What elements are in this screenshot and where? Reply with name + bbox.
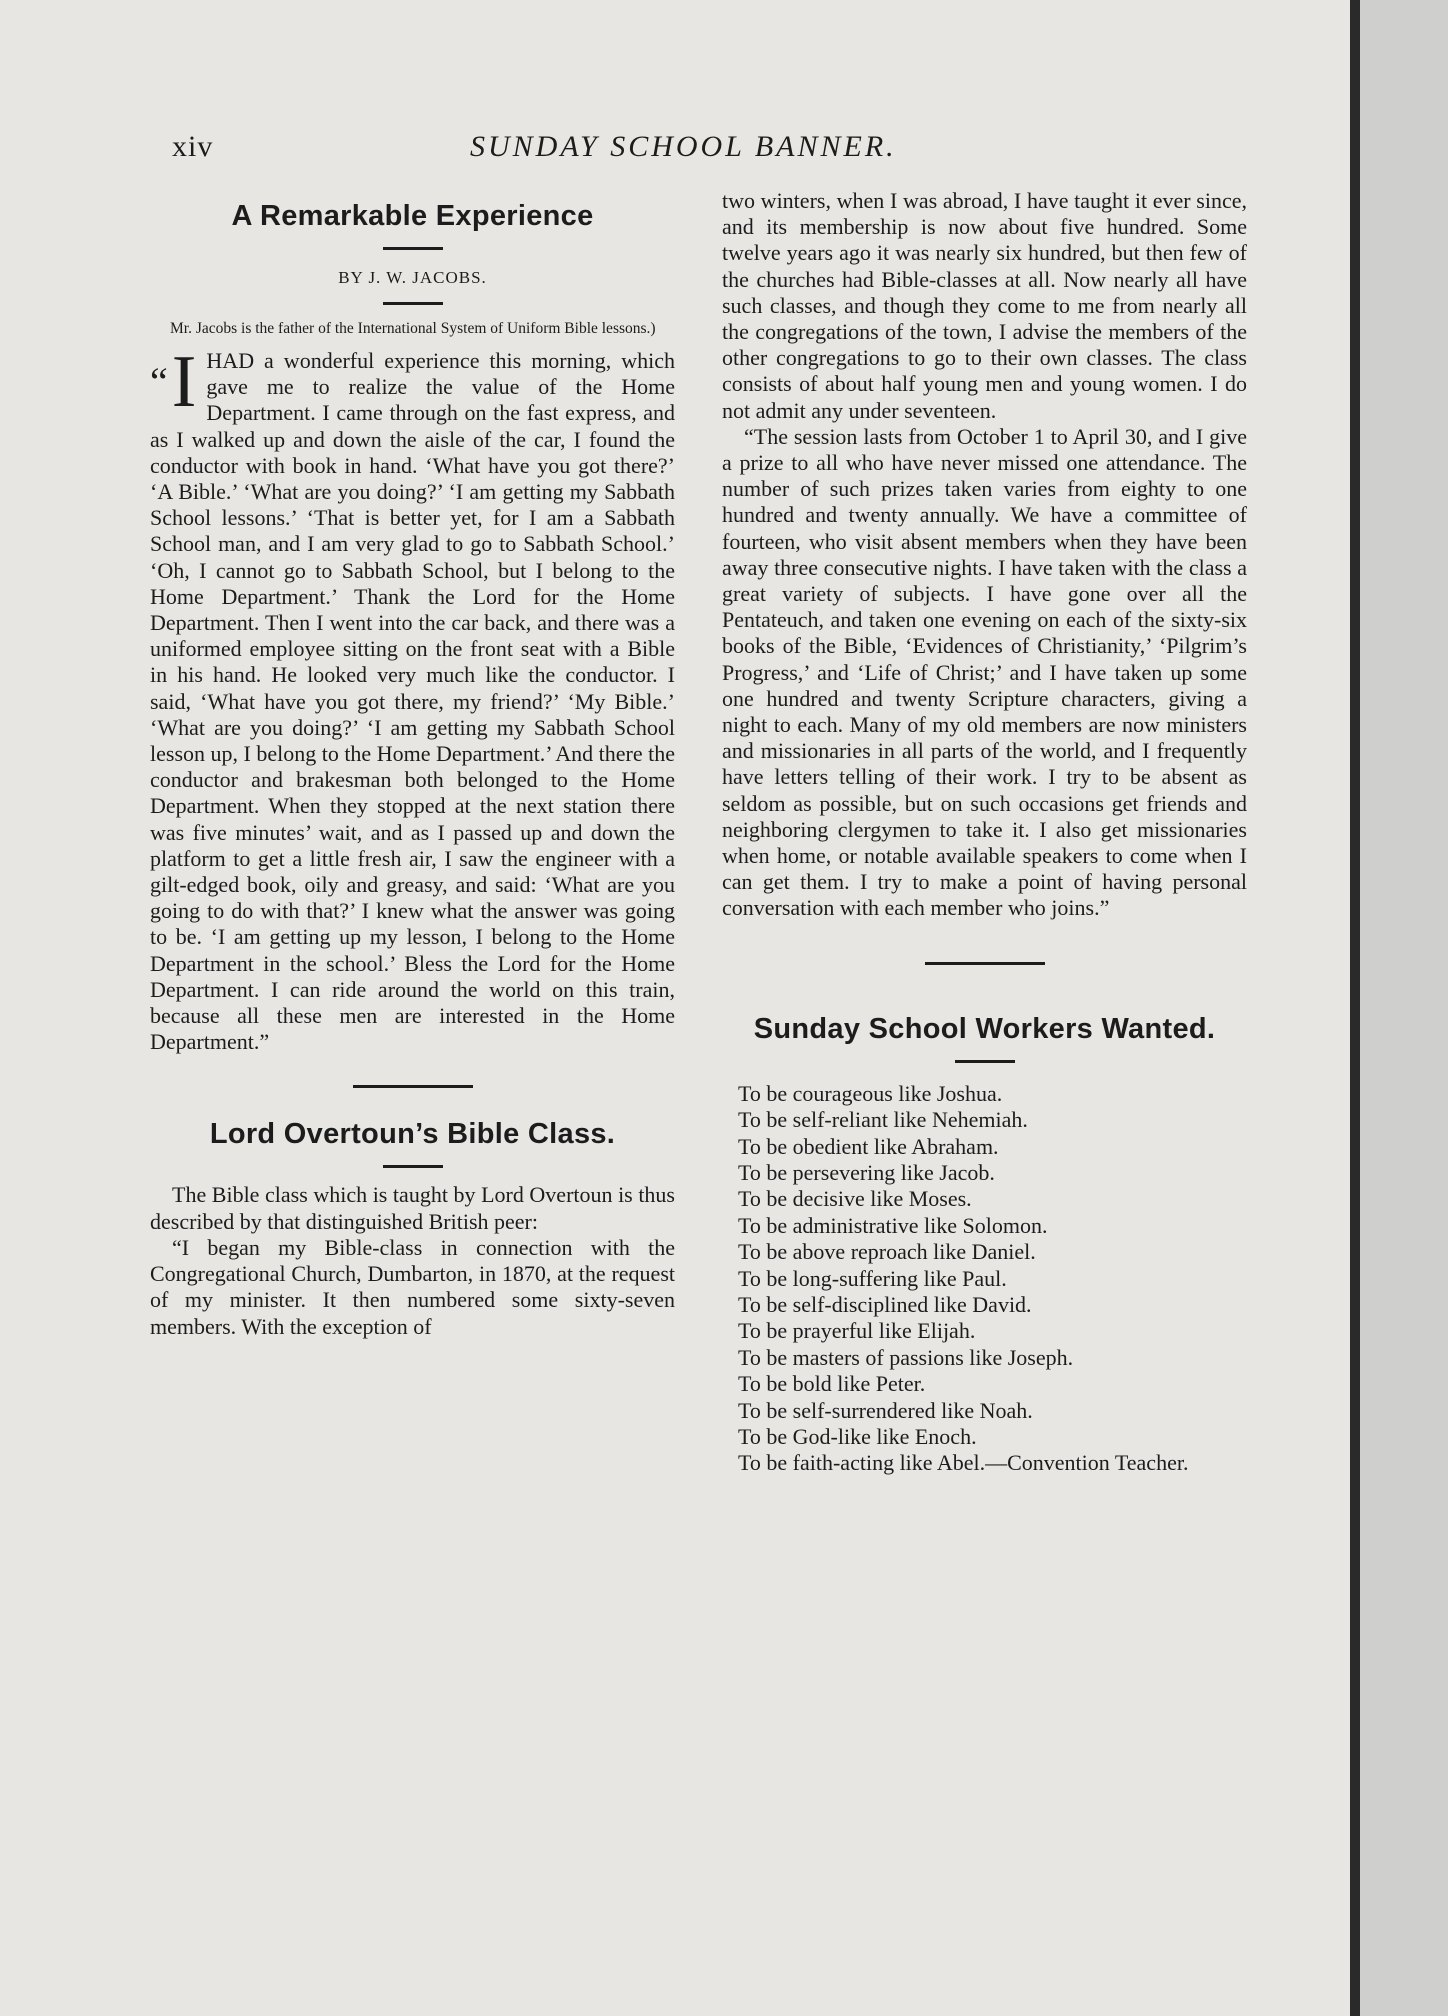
article-paragraph: The Bible class which is taught by Lord Overtoun is thus described by that distinguished British peer:	[150, 1182, 675, 1234]
list-item: To be decisive like Moses.	[738, 1186, 972, 1212]
list-item: To be masters of passions like Joseph.	[738, 1344, 1074, 1370]
section-divider	[353, 1085, 473, 1088]
list-item: To be administrative like Solomon.	[738, 1212, 1048, 1238]
article-paragraph: “The session lasts from October 1 to April 30, and I give a prize to all who have never missed one attendance. The number of such prizes taken varies from eighty to one hundred and twenty annually. We have a committee of fourteen, who visit absent members when they have been away three consecutive nights. I have taken with the class a great variety of subjects. I have gone over all the Pentateuch, and taken one evening on each of the sixty-six books of the Bible, ‘Evidences of Christianity,’ ‘Pilgrim’s Progress,’ and ‘Life of Christ;’ and I have taken up some one hundred and twenty Scripture characters, giving a night to each. Many of my old members are now ministers and missionaries in all parts of the world, and I frequently have letters telling of their work. I try to be absent as seldom as possible, but on such occasions get friends and neighboring clergymen to take it. I also get missionaries when home, or notable available speakers to come when I can get them. I try to make a point of having personal conversation with each member who joins.”	[722, 423, 1247, 921]
editor-note: Mr. Jacobs is the father of the International System of Uniform Bible lessons.)	[170, 320, 656, 337]
list-item: To be obedient like Abraham.	[738, 1133, 999, 1159]
list-item: To be bold like Peter.	[738, 1371, 926, 1397]
running-title: SUNDAY SCHOOL BANNER.	[470, 130, 897, 163]
right-column	[722, 188, 1247, 1477]
list-item: To be faith-acting like Abel.—Convention Teacher.	[738, 1450, 1189, 1476]
article-byline: BY J. W. JACOBS.	[338, 268, 487, 287]
article-paragraph: two winters, when I was abroad, I have taught it ever since, and its membership is now about five hundred. Some twelve years ago it was nearly six hundred, but then few of the churches had Bible-classes at all. Now nearly all have such classes, and though they come to me from nearly all the congregations of the town, I advise the members of the other congregations to go to their own classes. The class consists of about half young men and young women. I do not admit any under seventeen.	[722, 188, 1247, 423]
list-item: To be above reproach like Daniel.	[738, 1239, 1036, 1265]
article-body	[150, 341, 676, 1055]
list-item: To be self-reliant like Nehemiah.	[738, 1107, 1028, 1133]
list-item: To be long-suffering like Paul.	[738, 1265, 1007, 1291]
article-title: A Remarkable Experience	[231, 200, 594, 232]
list-item: To be self-disciplined like David.	[738, 1291, 1032, 1317]
article-paragraph: “I began my Bible-class in connection with the Congregational Church, Dumbarton, in 1870, at the request of my minister. It then numbered some sixty-seven members. With the exception of	[150, 1234, 675, 1339]
list-item: To be persevering like Jacob.	[738, 1159, 995, 1185]
workers-list	[722, 1081, 1247, 1477]
article-title: Sunday School Workers Wanted.	[753, 1012, 1216, 1045]
drop-cap: “I	[150, 341, 197, 423]
page-folio: xiv	[172, 130, 214, 163]
title-rule	[955, 1060, 1015, 1063]
binding-shadow	[1350, 0, 1360, 2016]
article-paragraph: HAD a wonderful experience this morning, which gave me to realize the value of the Home Department. I came through on the fast express, and as I walked up and down the aisle of the car, I found the conductor with book in hand. ‘What have you got there?’ ‘A Bible.’ ‘What are you doing?’ ‘I am getting my Sabbath School lessons.’ ‘That is better yet, for I am a Sabbath School man, and I am very glad to go to Sabbath School.’ ‘Oh, I cannot go to Sabbath School, but I belong to the Home Department.’ Thank the Lord for the Home Department. Then I went into the car back, and there was a uniformed employee sitting on the front seat with a Bible in his hand. He looked very much like the conductor. I said, ‘What have you got there, my friend?’ ‘My Bible.’ ‘What are you doing?’ ‘I am getting my Sabbath School lesson up, I belong to the Home Department.’ And there the conductor and brakesman both belonged to the Home Department. When they stopped at the next station there was five minutes’ wait, and as I passed up and down the platform to get a little fresh air, I saw the engineer with a gilt-edged book, oily and greasy, and said: ‘What are you going to do with that?’ I knew what the answer was going to be. ‘I am getting up my lesson, I belong to the Home Department in the school.’ Bless the Lord for the Home Department. I can ride around the world on this train, because all these men are interested in the Home Department.”	[150, 348, 676, 1055]
left-column	[150, 200, 675, 1340]
section-divider	[925, 962, 1045, 965]
facing-page-edge	[1360, 0, 1448, 2016]
list-item: To be courageous like Joshua.	[738, 1080, 1003, 1106]
article-title: Lord Overtoun’s Bible Class.	[209, 1118, 616, 1151]
list-item: To be self-surrendered like Noah.	[738, 1397, 1033, 1423]
byline-rule	[383, 302, 443, 305]
list-item: To be God-like like Enoch.	[738, 1423, 977, 1449]
title-rule	[383, 1165, 443, 1168]
title-rule	[383, 247, 443, 250]
list-item: To be prayerful like Elijah.	[738, 1318, 976, 1344]
